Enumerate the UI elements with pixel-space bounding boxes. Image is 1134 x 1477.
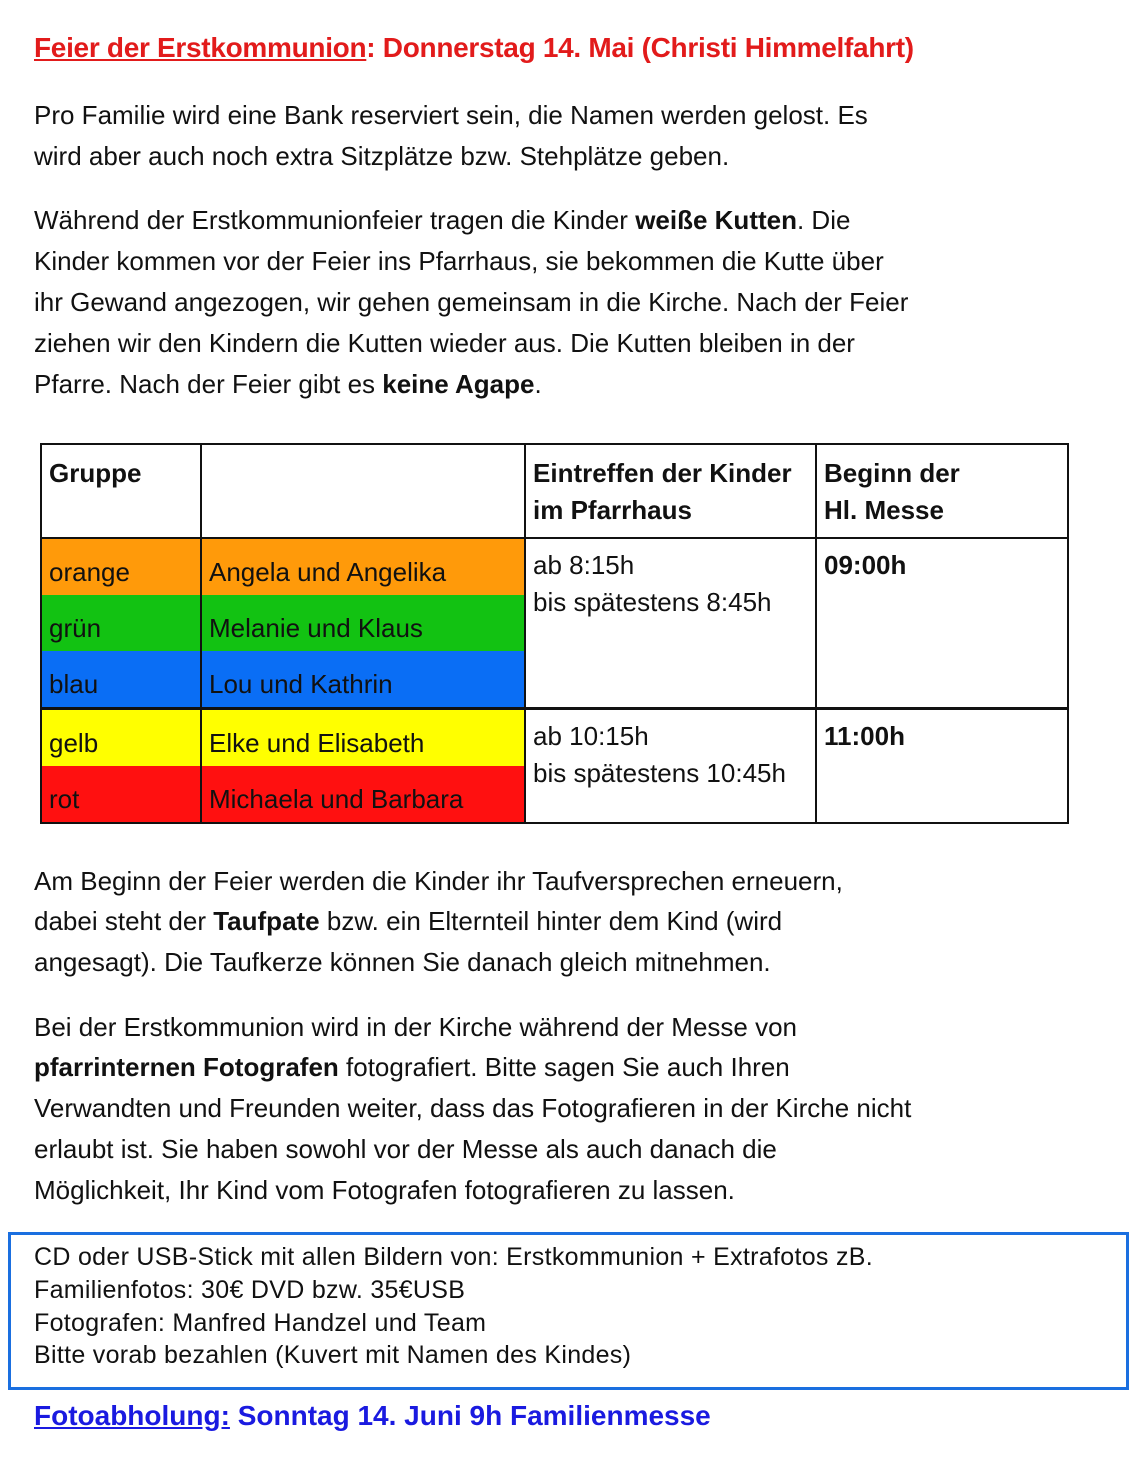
text: ziehen wir den Kindern die Kutten wieder aus. Die Kutten bleiben in der: [34, 328, 855, 358]
header-arrival-line1: Eintreffen der Kinder: [533, 458, 792, 488]
paragraph-line: [34, 246, 884, 276]
group-name: grün: [41, 595, 201, 651]
header-arrival: [525, 444, 816, 538]
mass-time: 11:00h: [816, 709, 1068, 824]
paragraph-line: [34, 947, 771, 977]
schedule-table: [40, 443, 1069, 824]
text: dabei steht der: [34, 906, 214, 936]
arrival-latest: bis spätestens 8:45h: [533, 587, 772, 617]
text: .: [534, 369, 542, 399]
paragraph-line: [34, 906, 782, 936]
photo-info-line: CD oder USB-Stick mit allen Bildern von: Erstkommunion + Extrafotos zB.: [34, 1243, 873, 1271]
table-header-row: [41, 444, 1068, 538]
header-mass-line1: Beginn der: [824, 458, 960, 488]
text: Bei der Erstkommunion wird in der Kirche während der Messe von: [34, 1012, 798, 1042]
text: angesagt). Die Taufkerze können Sie danach gleich mitnehmen.: [34, 947, 771, 977]
paragraph-line: [34, 1012, 797, 1042]
photo-pickup-note: [34, 1400, 711, 1432]
arrival-time: [525, 709, 816, 824]
text: erlaubt ist. Sie haben sowohl vor der Messe als auch danach die: [34, 1134, 777, 1164]
table-row: [41, 709, 1068, 767]
photo-pickup-date: Sonntag 14. Juni 9h Familienmesse: [229, 1400, 711, 1431]
text: ihr Gewand angezogen, wir gehen gemeinsam in die Kirche. Nach der Feier: [34, 287, 909, 317]
photo-info-line: Familienfotos: 30€ DVD bzw. 35€USB: [34, 1276, 466, 1304]
header-arrival-line2: im Pfarrhaus: [533, 495, 692, 525]
title-event: Feier der Erstkommunion: [34, 32, 367, 63]
page-title: [34, 32, 914, 64]
photo-pickup-label: Fotoabholung:: [34, 1400, 230, 1431]
text: fotografiert. Bitte sagen Sie auch Ihren: [338, 1052, 790, 1082]
text: Kinder kommen vor der Feier ins Pfarrhaus, sie bekommen die Kutte über: [34, 246, 884, 276]
header-empty: [201, 444, 525, 538]
arrival-latest: bis spätestens 10:45h: [533, 758, 786, 788]
text: bzw. ein Elternteil hinter dem Kind (wird: [319, 906, 783, 936]
text: wird aber auch noch extra Sitzplätze bzw. Stehplätze geben.: [34, 141, 730, 171]
group-name: orange: [41, 538, 201, 595]
paragraph-line: [34, 141, 729, 171]
bold-text: Taufpate: [213, 906, 320, 936]
header-mass: [816, 444, 1068, 538]
text: Während der Erstkommunionfeier tragen die Kinder: [34, 205, 636, 235]
header-gruppe: Gruppe: [41, 444, 201, 538]
paragraph-line: [34, 866, 843, 896]
paragraph-line: [34, 1175, 735, 1205]
group-name: rot: [41, 766, 201, 823]
bold-text: weiße Kutten: [635, 205, 797, 235]
paragraph-line: [34, 205, 850, 235]
bold-text: keine Agape: [382, 369, 535, 399]
arrival-from: ab 8:15h: [533, 550, 635, 580]
paragraph-line: [34, 328, 855, 358]
paragraph-line: [34, 1093, 911, 1123]
paragraph-line: [34, 369, 542, 399]
group-leaders: Lou und Kathrin: [201, 651, 525, 709]
mass-time: 09:00h: [816, 538, 1068, 709]
paragraph-line: [34, 1134, 777, 1164]
group-leaders: Angela und Angelika: [201, 538, 525, 595]
text: . Die: [796, 205, 851, 235]
bold-text: pfarrinternen Fotografen: [34, 1052, 339, 1082]
text: Möglichkeit, Ihr Kind vom Fotografen fotografieren zu lassen.: [34, 1175, 735, 1205]
table-row: [41, 538, 1068, 595]
title-date: : Donnerstag 14. Mai (Christi Himmelfahrt): [366, 32, 914, 63]
paragraph-line: [34, 1052, 790, 1082]
text: Am Beginn der Feier werden die Kinder ihr Taufversprechen erneuern,: [34, 866, 843, 896]
paragraph-line: [34, 100, 868, 130]
header-mass-line2: Hl. Messe: [824, 495, 944, 525]
group-leaders: Elke und Elisabeth: [201, 709, 525, 767]
group-name: blau: [41, 651, 201, 709]
group-leaders: Melanie und Klaus: [201, 595, 525, 651]
text: Verwandten und Freunden weiter, dass das Fotografieren in der Kirche nicht: [34, 1093, 912, 1123]
group-name: gelb: [41, 709, 201, 767]
photo-info-line: Fotografen: Manfred Handzel und Team: [34, 1309, 487, 1337]
text: Pro Familie wird eine Bank reserviert sein, die Namen werden gelost. Es: [34, 100, 868, 130]
group-leaders: Michaela und Barbara: [201, 766, 525, 823]
text: Pfarre. Nach der Feier gibt es: [34, 369, 383, 399]
arrival-from: ab 10:15h: [533, 721, 649, 751]
paragraph-line: [34, 287, 908, 317]
arrival-time: [525, 538, 816, 709]
photo-info-line: Bitte vorab bezahlen (Kuvert mit Namen des Kindes): [34, 1341, 632, 1369]
